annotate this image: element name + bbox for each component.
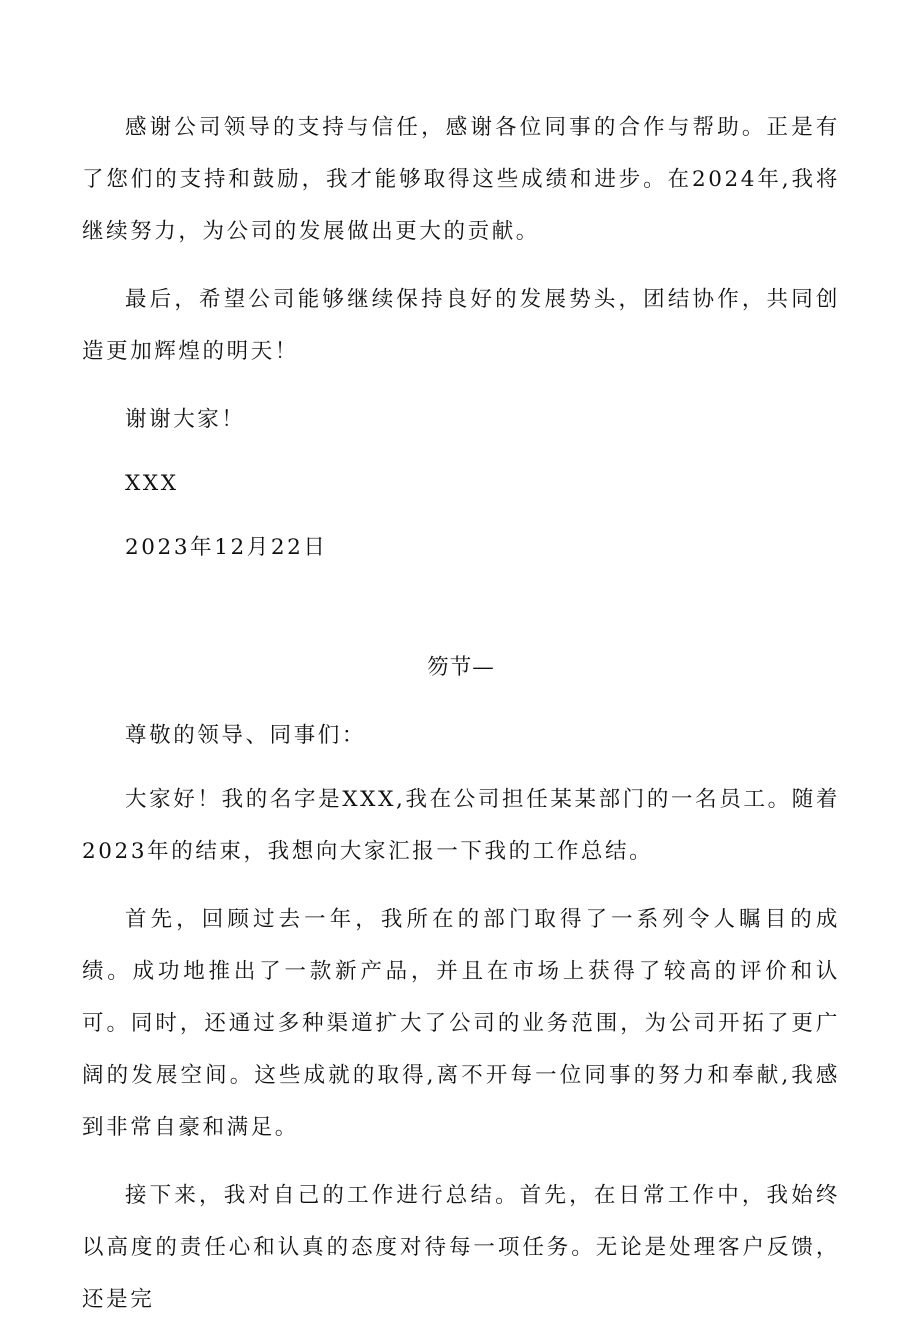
signature: XXX bbox=[125, 471, 179, 496]
section-title: 笏节— bbox=[427, 655, 495, 680]
salutation: 尊敬的领导、同事们： bbox=[125, 723, 367, 748]
closing-thanks: 谢谢大家！ bbox=[125, 407, 246, 432]
document-page bbox=[82, 102, 840, 1342]
paragraph-thanks: 感谢公司领导的支持与信任，感谢各位同事的合作与帮助。正是有了您们的支持和鼓励，我才能够取得这些成绩和进步。在2024年,我将继续努力，为公司的发展做出更大的贡献。 bbox=[82, 115, 840, 244]
date: 2023年12月22日 bbox=[125, 535, 328, 560]
paragraph-introduction: 大家好！我的名字是XXX,我在公司担任某某部门的一名员工。随着2023年的结束，我想向大家汇报一下我的工作总结。 bbox=[82, 787, 840, 864]
paragraph-closing-wish: 最后，希望公司能够继续保持良好的发展势头，团结协作，共同创造更加辉煌的明天！ bbox=[82, 287, 840, 364]
paragraph-self-summary: 接下来，我对自己的工作进行总结。首先，在日常工作中，我始终以高度的责任心和认真的态度对待每一项任务。无论是处理客户反馈，还是完 bbox=[82, 1183, 840, 1312]
paragraph-review: 首先，回顾过去一年，我所在的部门取得了一系列令人瞩目的成绩。成功地推出了一款新产品，并且在市场上获得了较高的评价和认可。同时，还通过多种渠道扩大了公司的业务范围，为公司开拓了更广阔的发展空间。这些成就的取得,离不开每一位同事的努力和奉献,我感到非常自豪和满足。 bbox=[82, 907, 840, 1140]
